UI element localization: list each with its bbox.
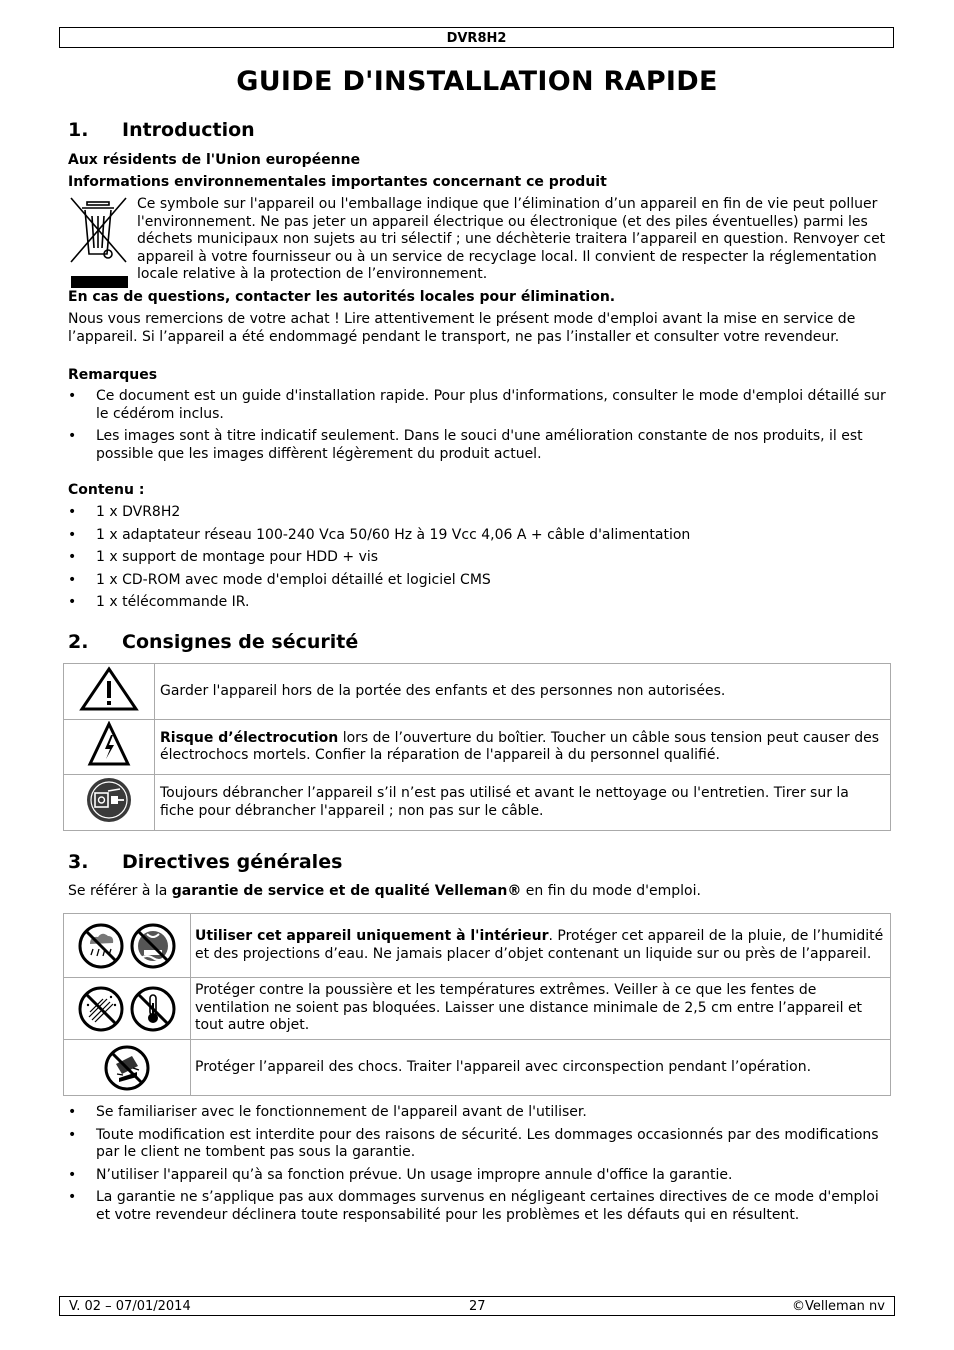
no-dust-icon: [77, 1001, 125, 1017]
env-text: Ce symbole sur l'appareil ou l'emballage indique que l’élimination d’un appareil en fin de vie peut polluer l'environnement. Ne pas jeter un appareil électrique ou électronique (et des piles éventuelles) parmi les déchets municipaux non sujets au tri sélectif ; une déchèterie traitera l’appareil en question. Renvoyer cet appareil à votre fournisseur ou à un service de recyclage local. Il convient de respecter la réglementation locale relative à la protection de l’environnement.: [137, 196, 886, 282]
unplug-icon: [64, 775, 155, 831]
no-liquid-icon: [129, 938, 177, 954]
list-item: • Les images sont à titre indicatif seulement. Dans le souci d'une amélioration constante de nos produits, il est possible que les images diffèrent légèrement du produit actuel.: [68, 428, 888, 463]
icons-cell: [64, 914, 191, 978]
general-text: Protéger contre la poussière et les températures extrêmes. Veiller à ce que les fentes de ventilation ne soient pas bloquées. Laisser une distance minimale de 2,5 cm entre l’appareil et tout autre objet.: [191, 978, 891, 1040]
section-heading-introduction: [68, 119, 255, 141]
table-row: [64, 978, 891, 1040]
icons-cell: [64, 1040, 191, 1096]
safety-table: [63, 663, 891, 831]
list-item: • N’utiliser l'appareil qu’à sa fonction prévue. Un usage impropre annule d'office la garantie.: [68, 1167, 888, 1185]
contents-list: [68, 504, 888, 612]
list-item: • 1 x support de montage pour HDD + vis: [68, 549, 888, 567]
no-rain-icon: [77, 938, 125, 954]
electric-shock-icon: [64, 720, 155, 775]
version-date: V. 02 – 07/01/2014: [69, 1299, 191, 1314]
remarks-list: [68, 388, 888, 463]
table-row: [64, 1040, 891, 1096]
list-item: • 1 x télécommande IR.: [68, 594, 888, 612]
icons-cell: [64, 978, 191, 1040]
section-heading-safety: [68, 631, 358, 653]
copyright: ©Velleman nv: [791, 1299, 885, 1314]
list-item: • 1 x adaptateur réseau 100-240 Vca 50/60 Hz à 19 Vcc 4,06 A + câble d'alimentation: [68, 527, 888, 545]
safety-text: Risque d’électrocution lors de l’ouverture du boîtier. Toucher un câble sous tension peut causer des électrochocs mortels. Confier la réparation de l'appareil à du personnel qualifié.: [155, 720, 891, 775]
section-title: Consignes de sécurité: [122, 631, 359, 653]
list-item: • Ce document est un guide d'installation rapide. Pour plus d'informations, consulter le mode d'emploi détaillé sur le cédérom inclus.: [68, 388, 888, 423]
table-row: [64, 720, 891, 775]
general-text: Utiliser cet appareil uniquement à l'intérieur. Protéger cet appareil de la pluie, de l’humidité et des projections d’eau. Ne jamais placer d’objet contenant un liquide sur ou près de l’appareil.: [191, 914, 891, 978]
list-item: • La garantie ne s’applique pas aux dommages survenus en négligeant certaines directives de ce mode d'emploi et votre revendeur déclinera toute responsabilité pour les problèmes et les défauts qui en résultent.: [68, 1189, 888, 1224]
page-number: 27: [469, 1299, 486, 1314]
warranty-reference: Se référer à la garantie de service et de qualité Velleman® en fin du mode d'emploi.: [68, 883, 701, 899]
contents-heading: Contenu :: [68, 482, 145, 498]
remarks-heading: Remarques: [68, 367, 158, 383]
document-header: DVR8H2: [59, 27, 894, 48]
list-item: • Toute modification est interdite pour des raisons de sécurité. Les dommages occasionnés par des modifications par le client ne tombent pas sous la garantie.: [68, 1127, 888, 1162]
section-number: 1.: [68, 119, 89, 141]
table-row: [64, 664, 891, 720]
section-number: 2.: [68, 631, 89, 653]
thanks-paragraph: Nous vous remercions de votre achat ! Lire attentivement le présent mode d'emploi avant la mise en service de l’appareil. Si l’appareil a été endommagé pendant le transport, ne pas l’installer et consulter votre revendeur.: [68, 311, 856, 345]
section-title: Introduction: [122, 119, 255, 141]
general-table: [63, 913, 891, 1096]
table-row: [64, 775, 891, 831]
document-footer: [59, 1296, 895, 1316]
list-item: • 1 x CD-ROM avec mode d'emploi détaillé et logiciel CMS: [68, 572, 888, 590]
safety-text: Garder l'appareil hors de la portée des enfants et des personnes non autorisées.: [155, 664, 891, 720]
table-row: [64, 914, 891, 978]
no-shock-icon: [103, 1060, 151, 1076]
warning-triangle-icon: [64, 664, 155, 720]
page-title: GUIDE D'INSTALLATION RAPIDE: [236, 66, 718, 97]
general-bullets: [68, 1104, 888, 1224]
section-number: 3.: [68, 851, 89, 873]
env-info-heading: Informations environnementales importantes concernant ce produit: [68, 174, 607, 190]
section-title: Directives générales: [122, 851, 343, 873]
no-extreme-temperature-icon: [129, 1001, 177, 1017]
list-item: • 1 x DVR8H2: [68, 504, 888, 522]
weee-bin-icon: [68, 196, 130, 288]
general-text: Protéger l’appareil des chocs. Traiter l'appareil avec circonspection pendant l’opération.: [191, 1040, 891, 1096]
eu-residents-heading: Aux résidents de l'Union européenne: [68, 152, 361, 168]
section-heading-general: [68, 851, 342, 873]
list-item: • Se familiariser avec le fonctionnement de l'appareil avant de l'utiliser.: [68, 1104, 888, 1122]
questions-notice: En cas de questions, contacter les autorités locales pour élimination.: [68, 289, 616, 305]
safety-text: Toujours débrancher l’appareil s’il n’est pas utilisé et avant le nettoyage ou l'entretien. Tirer sur la fiche pour débrancher l'appareil ; non pas sur le câble.: [155, 775, 891, 831]
